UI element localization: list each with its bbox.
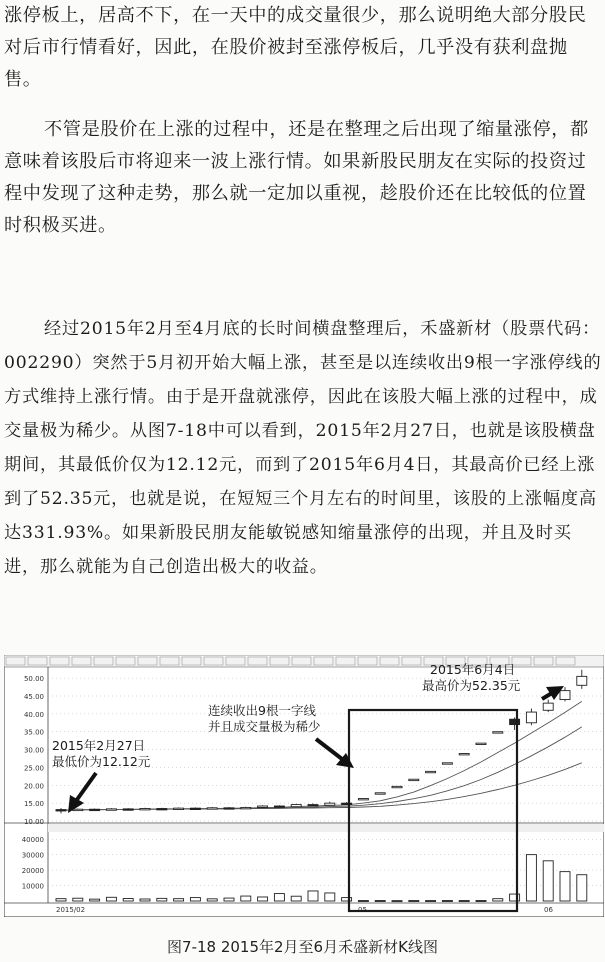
- price-tick-label: 25.00: [23, 764, 44, 773]
- price-tick-label: 45.00: [23, 693, 44, 701]
- volume-bar: [106, 897, 116, 901]
- candle: [459, 754, 469, 755]
- volume-bar: [90, 899, 100, 901]
- annotation-low-date: 2015年2月27日: [52, 738, 146, 753]
- candle: [375, 793, 385, 794]
- candle: [258, 805, 268, 808]
- volume-bar: [358, 901, 368, 902]
- volume-tick-label: 30000: [21, 851, 44, 860]
- volume-bar: [123, 899, 133, 901]
- chart-frame: [4, 655, 604, 917]
- candle: [90, 809, 100, 811]
- candle: [106, 808, 116, 810]
- paragraph-1: 涨停板上，居高不下，在一天中的成交量很少，那么说明绝大部分股民对后市行情看好，因此，在股价被封至涨停板后，几乎没有获利盘抛售。: [4, 5, 587, 90]
- volume-bar: [560, 872, 570, 901]
- candle: [392, 786, 402, 787]
- volume-bar: [274, 894, 284, 901]
- volume-tick-label: 40000: [21, 836, 44, 845]
- price-tick-label: 50.00: [23, 675, 44, 684]
- volume-bar: [157, 898, 167, 901]
- volume-bar: [476, 900, 486, 901]
- volume-bar: [442, 901, 452, 902]
- candle: [358, 799, 368, 800]
- volume-bar: [190, 898, 200, 901]
- candle: [241, 807, 251, 809]
- candle: [291, 804, 301, 807]
- volume-bar: [56, 899, 66, 901]
- volume-bar: [342, 898, 352, 901]
- volume-bar: [174, 899, 184, 901]
- volume-bar: [258, 897, 268, 901]
- candle: [140, 808, 150, 810]
- price-tick-label: 40.00: [23, 710, 44, 719]
- price-tick-label: 35.00: [23, 728, 44, 737]
- volume-bar: [241, 896, 251, 901]
- volume-bar: [543, 861, 553, 901]
- price-tick-label: 15.00: [23, 800, 44, 809]
- paragraph-2: 不管是股价在上涨的过程中，还是在整理之后出现了缩量涨停，都意味着该股后市将迎来一波上涨行情。如果新股民朋友在实际的投资过程中发现了这种走势，那么就一定加以重视，趁股价还在比较低的位置时积极买进。: [4, 119, 589, 236]
- volume-bar: [426, 901, 436, 902]
- date-tick-label: 05: [358, 906, 367, 914]
- volume-tick-label: 20000: [21, 867, 44, 876]
- candle: [409, 779, 419, 780]
- annotation-high-date: 2015年6月4日: [430, 662, 516, 677]
- candle: [123, 808, 133, 810]
- date-tick-label: 2015/02: [56, 906, 86, 914]
- volume-bar: [140, 899, 150, 901]
- candle: [224, 807, 234, 809]
- date-tick-label: 06: [544, 906, 553, 914]
- volume-bar: [375, 901, 385, 902]
- candle: [274, 805, 284, 807]
- kline-chart: [4, 655, 604, 917]
- volume-bar: [493, 899, 503, 901]
- candle: [426, 771, 436, 772]
- volume-tick-label: 10000: [21, 882, 44, 891]
- candle: [476, 743, 486, 744]
- price-tick-label: 20.00: [23, 782, 44, 791]
- annotation-low-price: 最低价为12.12元: [52, 754, 151, 769]
- figure-caption: 图7-18 2015年2月至6月禾盛新材K线图: [167, 938, 438, 956]
- volume-bar: [73, 898, 83, 901]
- candle: [157, 808, 167, 810]
- price-tick-labels: [24, 675, 44, 826]
- candle: [442, 763, 452, 764]
- candle: [190, 807, 200, 809]
- annotation-limit-up-line2: 并且成交量极为稀少: [208, 719, 321, 734]
- volume-bar: [459, 901, 469, 902]
- price-tick-label: 10.00: [23, 818, 44, 826]
- volume-header-strip: [48, 824, 604, 832]
- volume-bar: [207, 899, 217, 901]
- candle: [174, 807, 184, 809]
- volume-bar: [325, 893, 335, 901]
- price-tick-label: 30.00: [23, 746, 44, 755]
- annotation-high-price: 最高价为52.35元: [422, 678, 521, 693]
- paragraph-3: 经过2015年2月至4月底的长时间横盘整理后，禾盛新材（股票代码：002290）突然于5月初开始大幅上涨，甚至是以连续收出9根一字涨停线的方式维持上涨行情。由于是开盘就涨停，因此在该股大幅上涨的过程中，成交量极为稀少。从图7-18中可以看到，2015年2月27日，也就是该股横盘期间，其最低价仅为12.12元，而到了2015年6月4日，其最高价已经上涨到了52.35元，也就是说，在短短三个月左右的时间里，该股的上涨幅度高达331.93%。如果新股民朋友能敏锐感知缩量涨停的出现，并且及时买进，那么就能为自己创造出极大的收益。: [4, 319, 602, 577]
- kline-chart-figure: [4, 655, 604, 917]
- volume-bar: [577, 875, 587, 901]
- volume-bar: [291, 896, 301, 901]
- annotation-limit-up-line1: 连续收出9根一字线: [208, 703, 316, 718]
- volume-bar: [392, 901, 402, 902]
- volume-bar: [308, 891, 318, 901]
- volume-bar: [526, 855, 536, 901]
- candle: [493, 732, 503, 733]
- volume-bar: [409, 901, 419, 902]
- candle: [207, 807, 217, 809]
- volume-bar: [224, 898, 234, 901]
